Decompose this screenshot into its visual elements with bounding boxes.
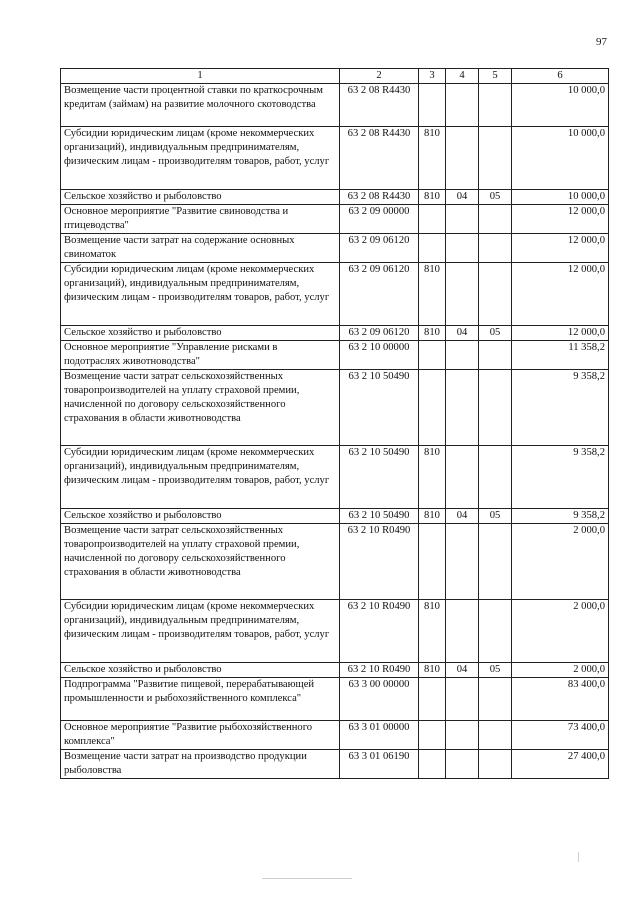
row-pr [479, 600, 512, 663]
row-vr [419, 234, 446, 263]
row-vr [419, 205, 446, 234]
row-sum: 27 400,0 [512, 750, 609, 779]
column-header-vr: 3 [419, 69, 446, 84]
row-sum: 10 000,0 [512, 127, 609, 190]
row-pr [479, 263, 512, 326]
row-pr [479, 84, 512, 127]
row-pr [479, 678, 512, 721]
row-vr [419, 678, 446, 721]
row-code: 63 2 10 50490 [340, 509, 419, 524]
row-pr [479, 127, 512, 190]
row-name: Основное мероприятие "Управление рисками в подотраслях животноводства" [61, 341, 340, 370]
row-code: 63 2 10 R0490 [340, 663, 419, 678]
table-row [61, 750, 609, 779]
row-rz [446, 341, 479, 370]
row-pr: 05 [479, 190, 512, 205]
row-rz [446, 127, 479, 190]
row-vr: 810 [419, 663, 446, 678]
table-row [61, 600, 609, 663]
row-sum: 73 400,0 [512, 721, 609, 750]
row-sum: 9 358,2 [512, 446, 609, 509]
row-rz [446, 721, 479, 750]
row-pr [479, 234, 512, 263]
row-pr [479, 205, 512, 234]
row-pr [479, 370, 512, 446]
row-name: Подпрограмма "Развитие пищевой, перерабатывающей промышленности и рыбохозяйственного комплекса" [61, 678, 340, 721]
row-name: Сельское хозяйство и рыболовство [61, 190, 340, 205]
row-code: 63 2 10 50490 [340, 370, 419, 446]
row-sum: 2 000,0 [512, 663, 609, 678]
row-rz [446, 263, 479, 326]
row-sum: 12 000,0 [512, 263, 609, 326]
budget-table [60, 68, 609, 779]
row-sum: 10 000,0 [512, 84, 609, 127]
column-header-pr: 5 [479, 69, 512, 84]
row-rz [446, 524, 479, 600]
row-rz [446, 446, 479, 509]
row-code: 63 2 08 R4430 [340, 190, 419, 205]
table-row [61, 205, 609, 234]
row-rz: 04 [446, 190, 479, 205]
row-vr [419, 341, 446, 370]
column-header-sum: 6 [512, 69, 609, 84]
row-name: Субсидии юридическим лицам (кроме некоммерческих организаций), индивидуальным предпринимателям, физическим лицам - производителям товаров, работ, услуг [61, 600, 340, 663]
page-number: 97 [596, 36, 607, 48]
row-code: 63 2 08 R4430 [340, 127, 419, 190]
row-sum: 2 000,0 [512, 524, 609, 600]
column-header-rz: 4 [446, 69, 479, 84]
row-pr [479, 446, 512, 509]
column-header-name: 1 [61, 69, 340, 84]
row-name: Субсидии юридическим лицам (кроме некоммерческих организаций), индивидуальным предпринимателям, физическим лицам - производителям товаров, работ, услуг [61, 263, 340, 326]
row-pr [479, 524, 512, 600]
row-name: Возмещение части затрат сельскохозяйственных товаропроизводителей на уплату страховой премии, начисленной по договору сельскохозяйственного страхования в области животноводства [61, 524, 340, 600]
row-code: 63 3 01 00000 [340, 721, 419, 750]
row-sum: 12 000,0 [512, 234, 609, 263]
table-row [61, 234, 609, 263]
row-sum: 9 358,2 [512, 509, 609, 524]
column-header-code: 2 [340, 69, 419, 84]
row-rz [446, 678, 479, 721]
table-row [61, 127, 609, 190]
table-row [61, 84, 609, 127]
row-name: Сельское хозяйство и рыболовство [61, 326, 340, 341]
row-pr: 05 [479, 326, 512, 341]
table-row [61, 663, 609, 678]
row-vr: 810 [419, 127, 446, 190]
row-vr: 810 [419, 509, 446, 524]
row-rz [446, 370, 479, 446]
table-row [61, 721, 609, 750]
row-name: Основное мероприятие "Развитие свиноводства и птицеводства" [61, 205, 340, 234]
table-row [61, 509, 609, 524]
row-sum: 10 000,0 [512, 190, 609, 205]
row-name: Субсидии юридическим лицам (кроме некоммерческих организаций), индивидуальным предпринимателям, физическим лицам - производителям товаров, работ, услуг [61, 127, 340, 190]
table-row [61, 341, 609, 370]
row-name: Возмещение части затрат на содержание основных свиноматок [61, 234, 340, 263]
row-name: Сельское хозяйство и рыболовство [61, 509, 340, 524]
row-rz [446, 84, 479, 127]
row-rz: 04 [446, 326, 479, 341]
row-sum: 2 000,0 [512, 600, 609, 663]
row-code: 63 2 10 50490 [340, 446, 419, 509]
row-code: 63 2 09 06120 [340, 326, 419, 341]
row-pr: 05 [479, 509, 512, 524]
row-rz: 04 [446, 663, 479, 678]
row-rz [446, 750, 479, 779]
row-name: Сельское хозяйство и рыболовство [61, 663, 340, 678]
row-sum: 12 000,0 [512, 205, 609, 234]
row-pr [479, 341, 512, 370]
row-rz [446, 205, 479, 234]
row-code: 63 2 09 06120 [340, 263, 419, 326]
table-row [61, 370, 609, 446]
row-vr: 810 [419, 190, 446, 205]
row-vr [419, 370, 446, 446]
table-row [61, 678, 609, 721]
row-vr: 810 [419, 446, 446, 509]
row-code: 63 3 01 06190 [340, 750, 419, 779]
row-code: 63 2 10 R0490 [340, 600, 419, 663]
table-row [61, 326, 609, 341]
row-vr: 810 [419, 600, 446, 663]
row-code: 63 2 09 06120 [340, 234, 419, 263]
table-row [61, 524, 609, 600]
row-code: 63 2 10 R0490 [340, 524, 419, 600]
row-code: 63 2 10 00000 [340, 341, 419, 370]
row-name: Возмещение части затрат на производство продукции рыболовства [61, 750, 340, 779]
row-code: 63 3 00 00000 [340, 678, 419, 721]
row-vr [419, 750, 446, 779]
row-name: Возмещение части затрат сельскохозяйственных товаропроизводителей на уплату страховой премии, начисленной по договору сельскохозяйственного страхования в области животноводства [61, 370, 340, 446]
row-vr [419, 721, 446, 750]
table-row [61, 446, 609, 509]
row-vr: 810 [419, 263, 446, 326]
row-pr [479, 750, 512, 779]
row-rz: 04 [446, 509, 479, 524]
row-name: Субсидии юридическим лицам (кроме некоммерческих организаций), индивидуальным предпринимателям, физическим лицам - производителям товаров, работ, услуг [61, 446, 340, 509]
row-sum: 12 000,0 [512, 326, 609, 341]
row-sum: 11 358,2 [512, 341, 609, 370]
scan-artifact-dot [578, 852, 579, 862]
table-header-row [61, 69, 609, 84]
row-sum: 9 358,2 [512, 370, 609, 446]
row-code: 63 2 09 00000 [340, 205, 419, 234]
row-vr [419, 524, 446, 600]
table-row [61, 190, 609, 205]
row-vr [419, 84, 446, 127]
row-name: Основное мероприятие "Развитие рыбохозяйственного комплекса" [61, 721, 340, 750]
table-row [61, 263, 609, 326]
row-vr: 810 [419, 326, 446, 341]
row-rz [446, 234, 479, 263]
row-code: 63 2 08 R4430 [340, 84, 419, 127]
row-sum: 83 400,0 [512, 678, 609, 721]
row-name: Возмещение части процентной ставки по краткосрочным кредитам (займам) на развитие молочного скотоводства [61, 84, 340, 127]
row-pr: 05 [479, 663, 512, 678]
row-rz [446, 600, 479, 663]
scan-artifact-line [262, 878, 352, 879]
row-pr [479, 721, 512, 750]
